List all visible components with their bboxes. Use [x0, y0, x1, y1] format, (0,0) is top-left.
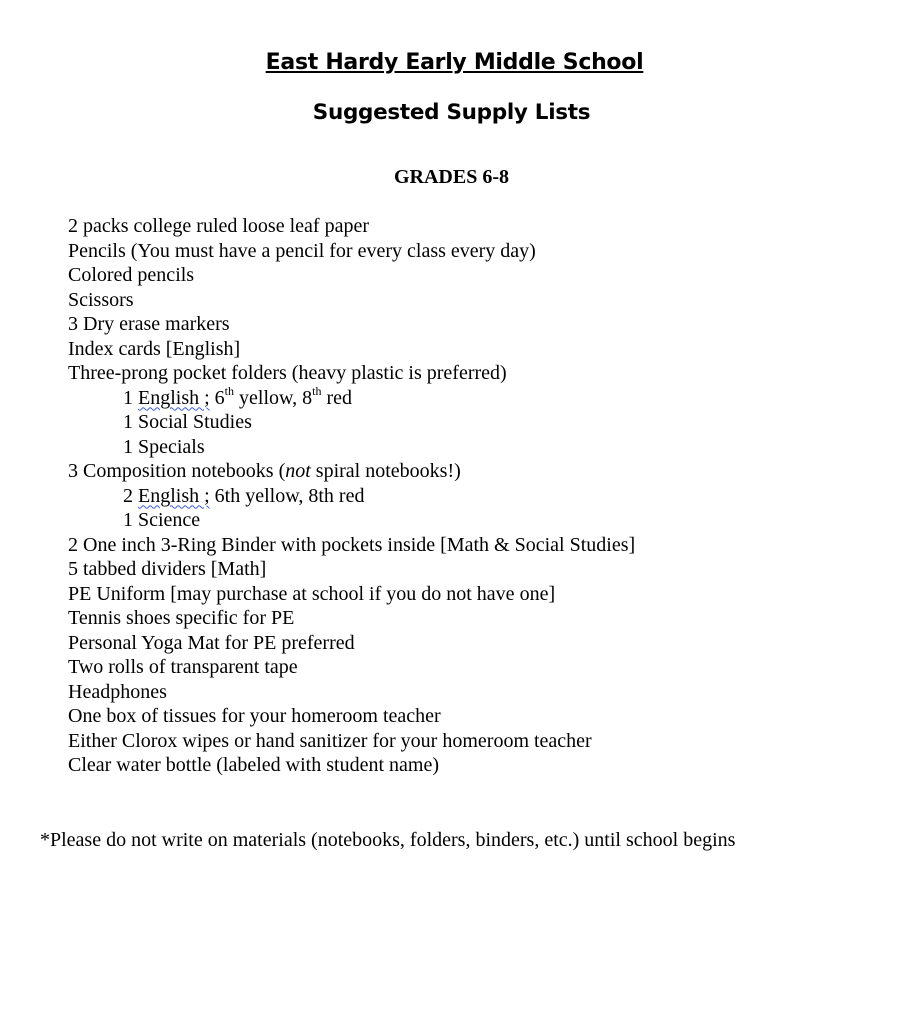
subitem-count: 2 — [123, 484, 138, 507]
list-item: Personal Yoga Mat for PE preferred — [68, 631, 355, 654]
list-subitem — [68, 484, 635, 509]
subitem-text: 6 — [209, 386, 225, 409]
list-subitem — [68, 383, 635, 411]
list-item: 3 Dry erase markers — [68, 313, 230, 335]
list-subitem: 1 Science — [123, 509, 201, 531]
list-item: 2 packs college ruled loose leaf paper — [68, 215, 369, 237]
list-item: Clear water bottle (labeled with student name) — [68, 754, 439, 776]
list-subitem: 1 Specials — [123, 435, 205, 458]
list-item: Two rolls of transparent tape — [68, 656, 298, 678]
list-item: Colored pencils — [68, 264, 195, 286]
list-item: PE Uniform [may purchase at school if you do not have one] — [68, 582, 556, 605]
item-text: spiral notebooks!) — [310, 460, 461, 482]
list-item: Index cards [English] — [68, 337, 241, 360]
supply-list — [68, 214, 635, 778]
item-text: 3 Composition notebooks ( — [68, 460, 286, 482]
document-subtitle: Suggested Supply Lists — [312, 100, 591, 125]
list-item: Scissors — [68, 288, 134, 311]
list-item: One box of tissues for your homeroom teacher — [68, 705, 441, 727]
list-item: Three-prong pocket folders (heavy plastic is preferred) — [68, 362, 507, 384]
ordinal-suffix: th — [312, 383, 322, 398]
spellcheck-word: English ; — [138, 386, 210, 409]
subitem-text: red — [321, 386, 353, 409]
footer-note: *Please do not write on materials (notebooks, folders, binders, etc.) until school begins — [40, 829, 736, 851]
list-item: 2 One inch 3-Ring Binder with pockets inside [Math & Social Studies] — [68, 533, 636, 556]
list-item: Headphones — [68, 680, 167, 703]
list-item: Either Clorox wipes or hand sanitizer for your homeroom teacher — [68, 729, 592, 752]
item-emphasis: not — [285, 460, 311, 482]
list-item — [68, 459, 635, 484]
grades-heading: GRADES 6-8 — [393, 166, 509, 188]
subitem-count: 1 — [123, 386, 138, 409]
document-title: East Hardy Early Middle School — [265, 50, 644, 75]
ordinal-suffix: th — [224, 383, 235, 398]
list-item: Pencils (You must have a pencil for every class every day) — [68, 239, 536, 262]
list-item: 5 tabbed dividers [Math] — [68, 558, 267, 580]
list-item: Tennis shoes specific for PE — [68, 607, 295, 629]
subitem-text: 6th yellow, 8th red — [209, 484, 365, 507]
subitem-text: yellow, 8 — [234, 386, 313, 409]
list-subitem: 1 Social Studies — [123, 411, 252, 433]
spellcheck-word: English ; — [138, 484, 210, 507]
